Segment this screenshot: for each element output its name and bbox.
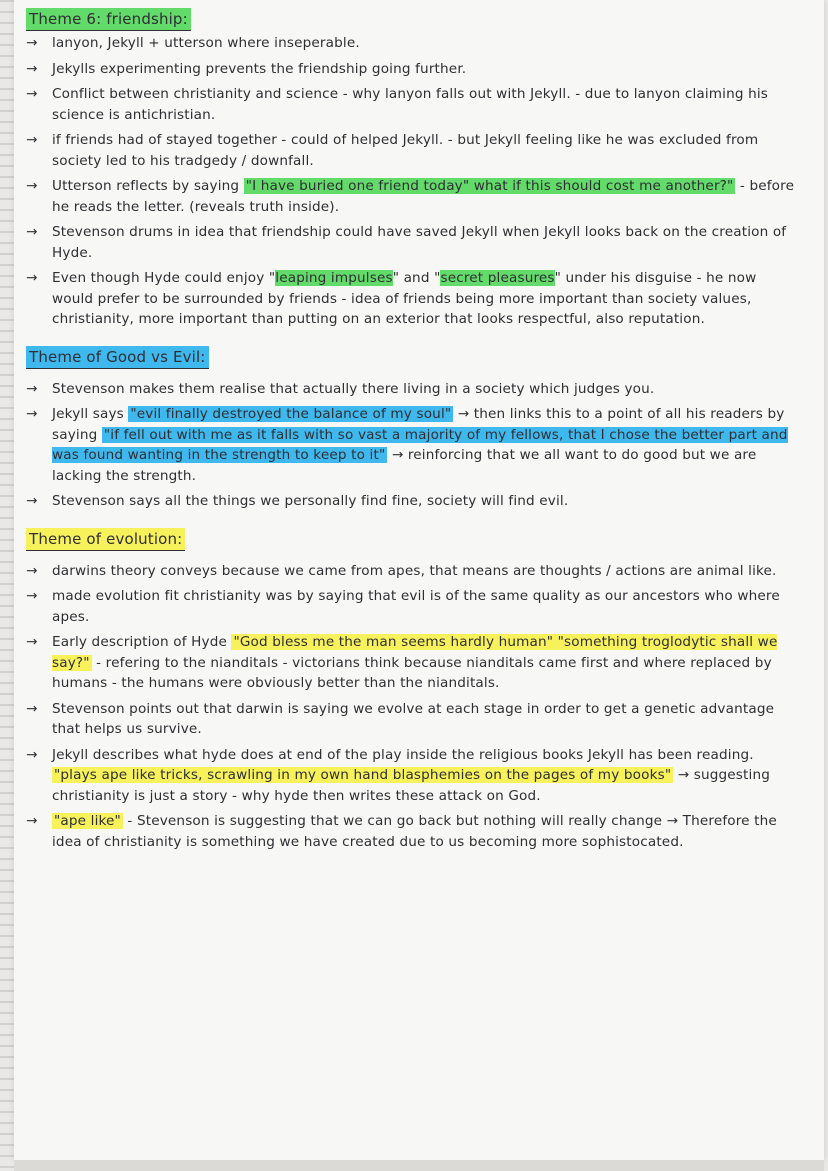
highlighted-quote: secret pleasures <box>440 270 555 286</box>
arrow-icon: → <box>26 746 38 763</box>
bullet-text: Stevenson makes them realise that actually there living in a society which judges you. <box>52 380 655 397</box>
bullet-text: " under his disguise - he now would prefer to be surrounded by friends - idea of friends being more important than society values, christianity, more important than putting on an exterior that looks respectful, also reputation. <box>52 270 757 327</box>
bullet-text: Stevenson points out that darwin is saying we evolve at each stage in order to get a genetic advantage that helps us survive. <box>52 700 775 737</box>
arrow-icon: → <box>26 86 38 102</box>
bullet-item <box>26 586 796 627</box>
arrow-icon: → <box>26 813 38 829</box>
bullet-item <box>26 404 796 486</box>
spacer <box>26 551 796 559</box>
section-evolution <box>26 526 796 853</box>
bullet-text: Utterson reflects by saying <box>52 178 244 194</box>
heading-friendship: Theme 6: friendship: <box>26 8 191 31</box>
bullet-item <box>26 222 796 263</box>
bullet-text: made evolution fit christianity was by saying that evil is of the same quality as our ancestors who where apes. <box>52 588 780 625</box>
bullet-text: darwins theory conveys because we came from apes, that means are thoughts / actions are animal like. <box>52 562 777 579</box>
bullet-item <box>26 33 796 54</box>
bullet-item <box>26 699 796 740</box>
section-friendship <box>26 6 796 330</box>
bullet-item <box>26 176 796 217</box>
highlighted-quote: leaping impulses <box>275 270 393 286</box>
arrow-icon: → <box>26 562 38 579</box>
bullet-item <box>26 130 796 171</box>
bullet-item <box>26 561 796 582</box>
arrow-icon: → <box>26 493 38 509</box>
highlighted-quote: "I have buried one friend today" what if this should cost me another?" <box>245 178 734 194</box>
bullet-text: Jekyll describes what hyde does at end of the play inside the religious books Jekyll has been reading. <box>52 746 754 763</box>
arrow-icon: → <box>26 270 38 286</box>
bullet-text: Stevenson says all the things we personally find fine, society will find evil. <box>52 493 569 509</box>
bullet-text: → suggesting christianity is just a story - why hyde then writes these attack on God. <box>52 767 770 804</box>
bullet-text: " and " <box>392 270 441 286</box>
bullet-text: Stevenson drums in idea that friendship could have saved Jekyll when Jekyll looks back on the creation of Hyde. <box>52 224 787 261</box>
highlighted-quote: "evil finally destroyed the balance of my soul" <box>130 406 452 422</box>
highlighted-quote: "if fell out with me as it falls with so vast a majority of my fellows, that I chose the better part and was found wanting in the strength to keep to it" <box>52 426 788 463</box>
bullet-text: if friends had of stayed together - could of helped Jekyll. - but Jekyll feeling like he was excluded from society led to his tradgedy / downfall. <box>52 132 759 169</box>
bullet-text: Jekyll says <box>52 406 129 422</box>
arrow-icon: → <box>26 132 38 148</box>
bullet-text: Jekylls experimenting prevents the friendship going further. <box>52 60 467 77</box>
revision-notes <box>26 6 796 866</box>
bullet-text: Even though Hyde could enjoy " <box>52 270 276 286</box>
highlighted-quote: "God bless me the man seems hardly human" "something troglodytic shall we say?" <box>52 634 778 671</box>
bullet-item <box>26 59 796 80</box>
bullet-text: - Stevenson is suggesting that we can go back but nothing will really change → Therefore the idea of christianity is something we have created due to us becoming more sophistocated. <box>52 813 777 850</box>
arrow-icon: → <box>26 700 38 717</box>
bullet-text: Conflict between christianity and science - why lanyon falls out with Jekyll. - due to lanyon claiming his science is antichristian. <box>52 86 769 123</box>
arrow-icon: → <box>26 380 38 397</box>
bullet-text: → reinforcing that we all want to do good but we are lacking the strength. <box>52 447 757 484</box>
heading-good-vs-evil: Theme of Good vs Evil: <box>26 346 209 369</box>
page-bottom-edge <box>14 1160 824 1171</box>
bullet-text: lanyon, Jekyll + utterson where inseperable. <box>52 35 360 51</box>
arrow-icon: → <box>26 406 38 422</box>
bullet-item <box>26 632 796 694</box>
arrow-icon: → <box>26 60 38 77</box>
arrow-icon: → <box>26 224 38 240</box>
highlighted-quote: "ape like" <box>54 813 121 829</box>
bullet-text: → then links this to a point of all his readers by saying <box>52 406 785 443</box>
arrow-icon: → <box>26 588 38 604</box>
bullet-text: - refering to the nianditals - victorians think because nianditals came first and where replaced by humans - the humans were obviously better than the nianditals. <box>52 654 772 691</box>
bullet-item <box>26 491 796 512</box>
heading-evolution: Theme of evolution: <box>26 528 185 551</box>
arrow-icon: → <box>26 634 38 650</box>
bullet-item <box>26 84 796 125</box>
arrow-icon: → <box>26 178 38 194</box>
bullet-text: Early description of Hyde <box>52 634 232 650</box>
spacer <box>26 369 796 377</box>
highlighted-quote: "plays ape like tricks, scrawling in my own hand blasphemies on the pages of my books" <box>54 767 672 783</box>
bullet-item <box>26 811 796 852</box>
bullet-item <box>26 268 796 330</box>
bullet-item <box>26 745 796 807</box>
bullet-text: - before he reads the letter. (reveals truth inside). <box>52 178 795 215</box>
arrow-icon: → <box>26 35 38 51</box>
section-good-vs-evil <box>26 344 796 512</box>
bullet-item <box>26 379 796 400</box>
